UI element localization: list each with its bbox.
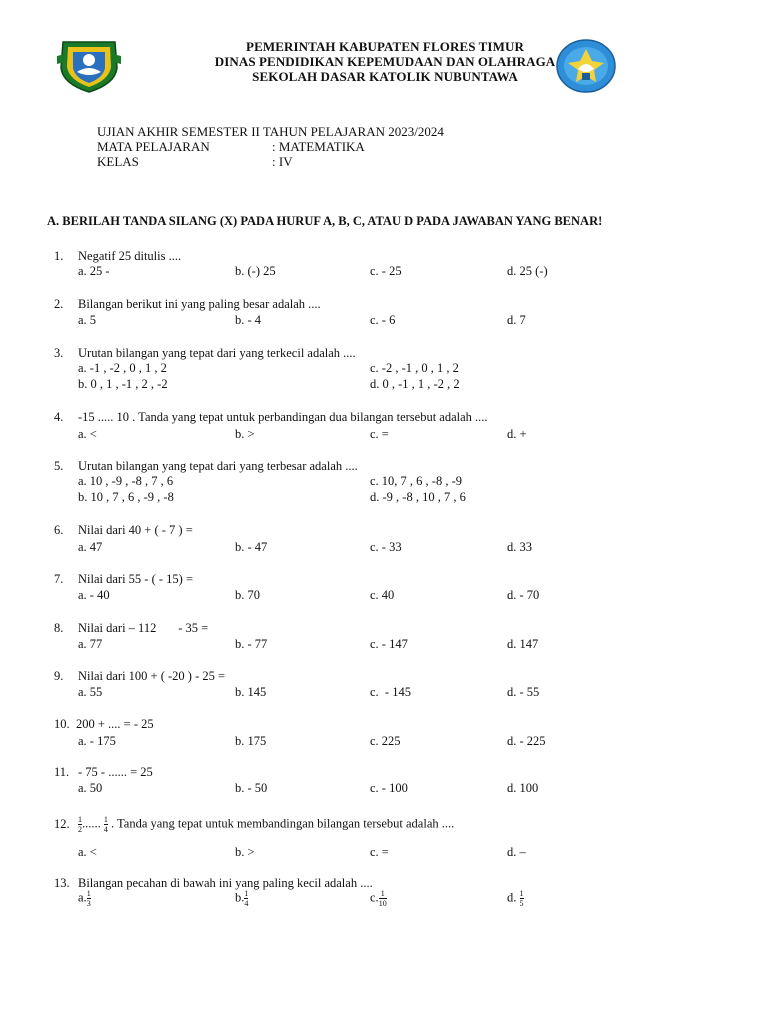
- fraction-option-d: $\frac{1}{5}$: [519, 889, 524, 908]
- question-stem: Nilai dari 100 + ( -20 ) - 25 =: [78, 669, 226, 683]
- option-d[interactable]: d. 100: [507, 781, 539, 795]
- fraction-left: $\frac{1}{2}$: [78, 815, 82, 834]
- option-d[interactable]: d. $\frac{1}{5}$: [507, 889, 524, 908]
- option-a[interactable]: a. 77: [78, 637, 103, 651]
- option-c[interactable]: c. - 100: [370, 781, 408, 795]
- question-number: 2.: [54, 297, 64, 311]
- question-stem: $\frac{1}{2}$ ...... $\frac{1}{4}$ . Tanda yang tepat untuk membandingan bilangan tersebut adalah ....: [78, 815, 455, 834]
- option-a[interactable]: a. <: [78, 845, 97, 859]
- question-number: 8.: [54, 621, 64, 635]
- option-b[interactable]: b. 10 , 7 , 6 , -9 , -8: [78, 490, 174, 504]
- option-b[interactable]: b. - 4: [235, 313, 262, 327]
- option-a[interactable]: a. 47: [78, 540, 103, 554]
- option-d[interactable]: d. 0 , -1 , 1 , -2 , 2: [370, 377, 460, 391]
- question-number: 13.: [54, 876, 70, 890]
- option-d[interactable]: d. –: [507, 845, 526, 859]
- question-stem: - 75 - ...... = 25: [78, 765, 153, 779]
- question-stem: Urutan bilangan yang tepat dari yang terkecil adalah ....: [78, 346, 356, 360]
- question-number: 6.: [54, 523, 64, 537]
- subject-value: : MATEMATIKA: [272, 139, 365, 154]
- option-a[interactable]: a. - 40: [78, 588, 110, 602]
- option-a[interactable]: a. 10 , -9 , -8 , 7 , 6: [78, 474, 174, 488]
- section-a-title: A. BERILAH TANDA SILANG (X) PADA HURUF A, B, C, ATAU D PADA JAWABAN YANG BENAR!: [47, 214, 603, 228]
- fraction-right: $\frac{1}{4}$: [103, 815, 108, 834]
- subject-label: MATA PELAJARAN: [97, 139, 210, 154]
- option-c[interactable]: c. =: [370, 845, 389, 859]
- option-a[interactable]: a. 50: [78, 781, 103, 795]
- option-d[interactable]: d. - 70: [507, 588, 540, 602]
- option-b[interactable]: b. 70: [235, 588, 260, 602]
- header-line-school: SEKOLAH DASAR KATOLIK NUBUNTAWA: [252, 69, 518, 84]
- option-c[interactable]: c. 225: [370, 734, 401, 748]
- option-b[interactable]: b. - 77: [235, 637, 268, 651]
- question-stem: -15 ..... 10 . Tanda yang tepat untuk perbandingan dua bilangan tersebut adalah ....: [78, 410, 488, 424]
- option-b[interactable]: b. 0 , 1 , -1 , 2 , -2: [78, 377, 168, 391]
- option-a[interactable]: a. 5: [78, 313, 97, 327]
- question-stem: Nilai dari 40 + ( - 7 ) =: [78, 523, 193, 537]
- option-a[interactable]: a. <: [78, 427, 97, 441]
- option-c[interactable]: c. - 145: [370, 685, 411, 699]
- option-c[interactable]: c. - 33: [370, 540, 402, 554]
- option-b[interactable]: b. >: [235, 427, 255, 441]
- question-number: 4.: [54, 410, 64, 424]
- header-line-government: PEMERINTAH KABUPATEN FLORES TIMUR: [246, 39, 524, 54]
- class-value: : IV: [272, 154, 293, 169]
- question-number: 7.: [54, 572, 64, 586]
- question-stem: 200 + .... = - 25: [76, 717, 154, 731]
- question-number: 9.: [54, 669, 64, 683]
- question-number: 11.: [54, 765, 70, 779]
- option-d[interactable]: d. +: [507, 427, 527, 441]
- question-stem: Negatif 25 ditulis ....: [78, 249, 182, 263]
- option-c[interactable]: c. - 25: [370, 264, 402, 278]
- question-number: 3.: [54, 346, 64, 360]
- option-d[interactable]: d. - 55: [507, 685, 540, 699]
- option-a[interactable]: a. - 175: [78, 734, 116, 748]
- question-number: 1.: [54, 249, 64, 263]
- option-c[interactable]: c. - 6: [370, 313, 396, 327]
- option-c[interactable]: c. $\frac{1}{10}$: [370, 889, 387, 908]
- option-b[interactable]: b. - 47: [235, 540, 268, 554]
- option-b[interactable]: b. (-) 25: [235, 264, 276, 278]
- option-c[interactable]: c. - 147: [370, 637, 408, 651]
- option-d[interactable]: d. 33: [507, 540, 532, 554]
- option-c[interactable]: c. -2 , -1 , 0 , 1 , 2: [370, 361, 459, 375]
- option-d[interactable]: d. 147: [507, 637, 539, 651]
- fraction-option-a: $\frac{1}{3}$: [86, 889, 91, 908]
- regency-crest-logo: [55, 38, 123, 94]
- question-number: 10.: [54, 717, 70, 731]
- question-number: 12.: [54, 817, 70, 831]
- option-b[interactable]: b. - 50: [235, 781, 268, 795]
- option-b[interactable]: b. 175: [235, 734, 267, 748]
- option-c[interactable]: c. =: [370, 427, 389, 441]
- fraction-option-c: $\frac{1}{10}$: [378, 889, 387, 908]
- question-stem: Nilai dari – 112 - 35 =: [78, 621, 209, 635]
- option-b[interactable]: b. 145: [235, 685, 267, 699]
- option-b[interactable]: b. >: [235, 845, 255, 859]
- option-a[interactable]: a. -1 , -2 , 0 , 1 , 2: [78, 361, 167, 375]
- question-number: 5.: [54, 459, 64, 473]
- option-c[interactable]: c. 10, 7 , 6 , -8 , -9: [370, 474, 462, 488]
- header-line-department: DINAS PENDIDIKAN KEPEMUDAAN DAN OLAHRAGA: [214, 54, 556, 69]
- class-label: KELAS: [97, 154, 139, 169]
- question-stem: Nilai dari 55 - ( - 15) =: [78, 572, 194, 586]
- option-c[interactable]: c. 40: [370, 588, 395, 602]
- question-stem: Bilangan pecahan di bawah ini yang paling kecil adalah ....: [78, 876, 373, 890]
- option-b[interactable]: b. $\frac{1}{4}$: [235, 889, 249, 908]
- option-a[interactable]: a. 55: [78, 685, 103, 699]
- option-a[interactable]: a. 25 -: [78, 264, 110, 278]
- question-stem: Urutan bilangan yang tepat dari yang terbesar adalah ....: [78, 459, 358, 473]
- option-d[interactable]: d. 25 (-): [507, 264, 548, 278]
- fraction-option-b: $\frac{1}{4}$: [244, 889, 249, 908]
- question-stem: Bilangan berikut ini yang paling besar adalah ....: [78, 297, 321, 311]
- option-d[interactable]: d. 7: [507, 313, 526, 327]
- option-d[interactable]: d. -9 , -8 , 10 , 7 , 6: [370, 490, 466, 504]
- option-d[interactable]: d. - 225: [507, 734, 546, 748]
- option-a[interactable]: a. $\frac{1}{3}$: [78, 889, 91, 908]
